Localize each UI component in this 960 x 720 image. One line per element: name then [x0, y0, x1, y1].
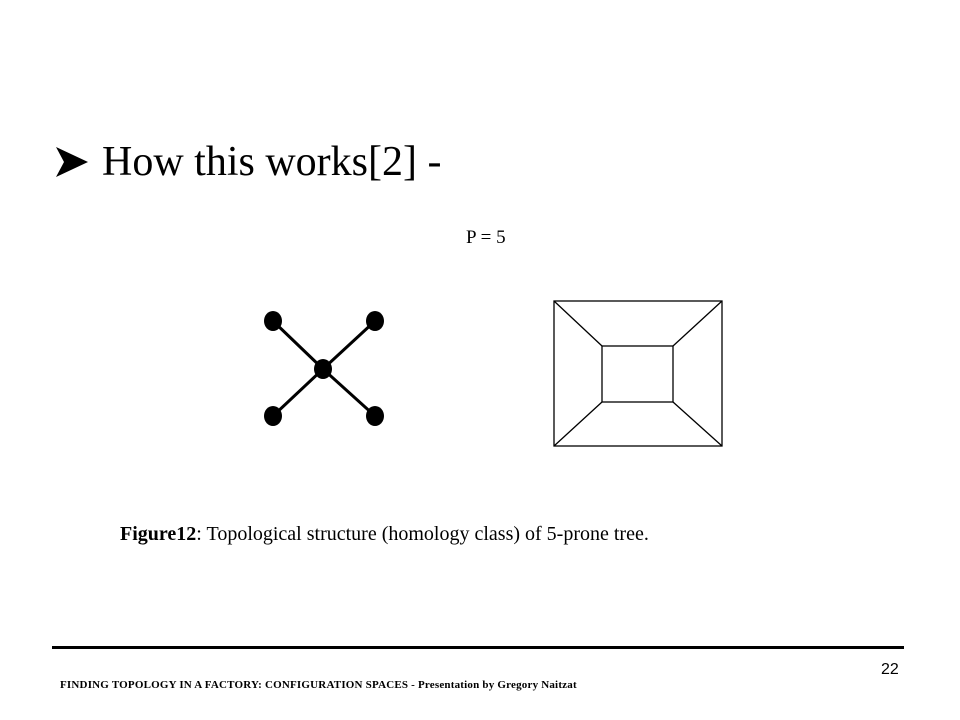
homology-square-diagram [554, 301, 722, 446]
tree-node-top-right [366, 311, 384, 331]
tree-edge-top-left [273, 321, 323, 369]
title-text: How this works[2] - [102, 139, 442, 185]
five-prone-tree-graph [264, 311, 384, 426]
caption-label: Figure12 [120, 523, 197, 545]
inner-square [602, 346, 673, 402]
figure-caption [120, 521, 649, 547]
tree-node-bottom-right [366, 406, 384, 426]
tree-edge-bottom-right [323, 369, 375, 416]
corner-link-top-left [554, 301, 602, 346]
corner-link-top-right [673, 301, 722, 346]
footer-text: FINDING TOPOLOGY IN A FACTORY: CONFIGURATION SPACES - Presentation by Gregory Naitzat [60, 679, 577, 691]
caption-text: : Topological structure (homology class) of 5-prone tree. [196, 523, 649, 545]
page-number: 22 [881, 661, 899, 678]
tree-node-center [314, 359, 332, 379]
tree-node-top-left [264, 311, 282, 331]
footer-divider [52, 646, 904, 649]
tree-edge-bottom-left [273, 369, 323, 416]
corner-link-bottom-right [673, 402, 722, 446]
tree-node-bottom-left [264, 406, 282, 426]
parameter-label: P = 5 [466, 227, 506, 248]
outer-square [554, 301, 722, 446]
corner-link-bottom-left [554, 402, 602, 446]
tree-edge-top-right [323, 321, 375, 369]
